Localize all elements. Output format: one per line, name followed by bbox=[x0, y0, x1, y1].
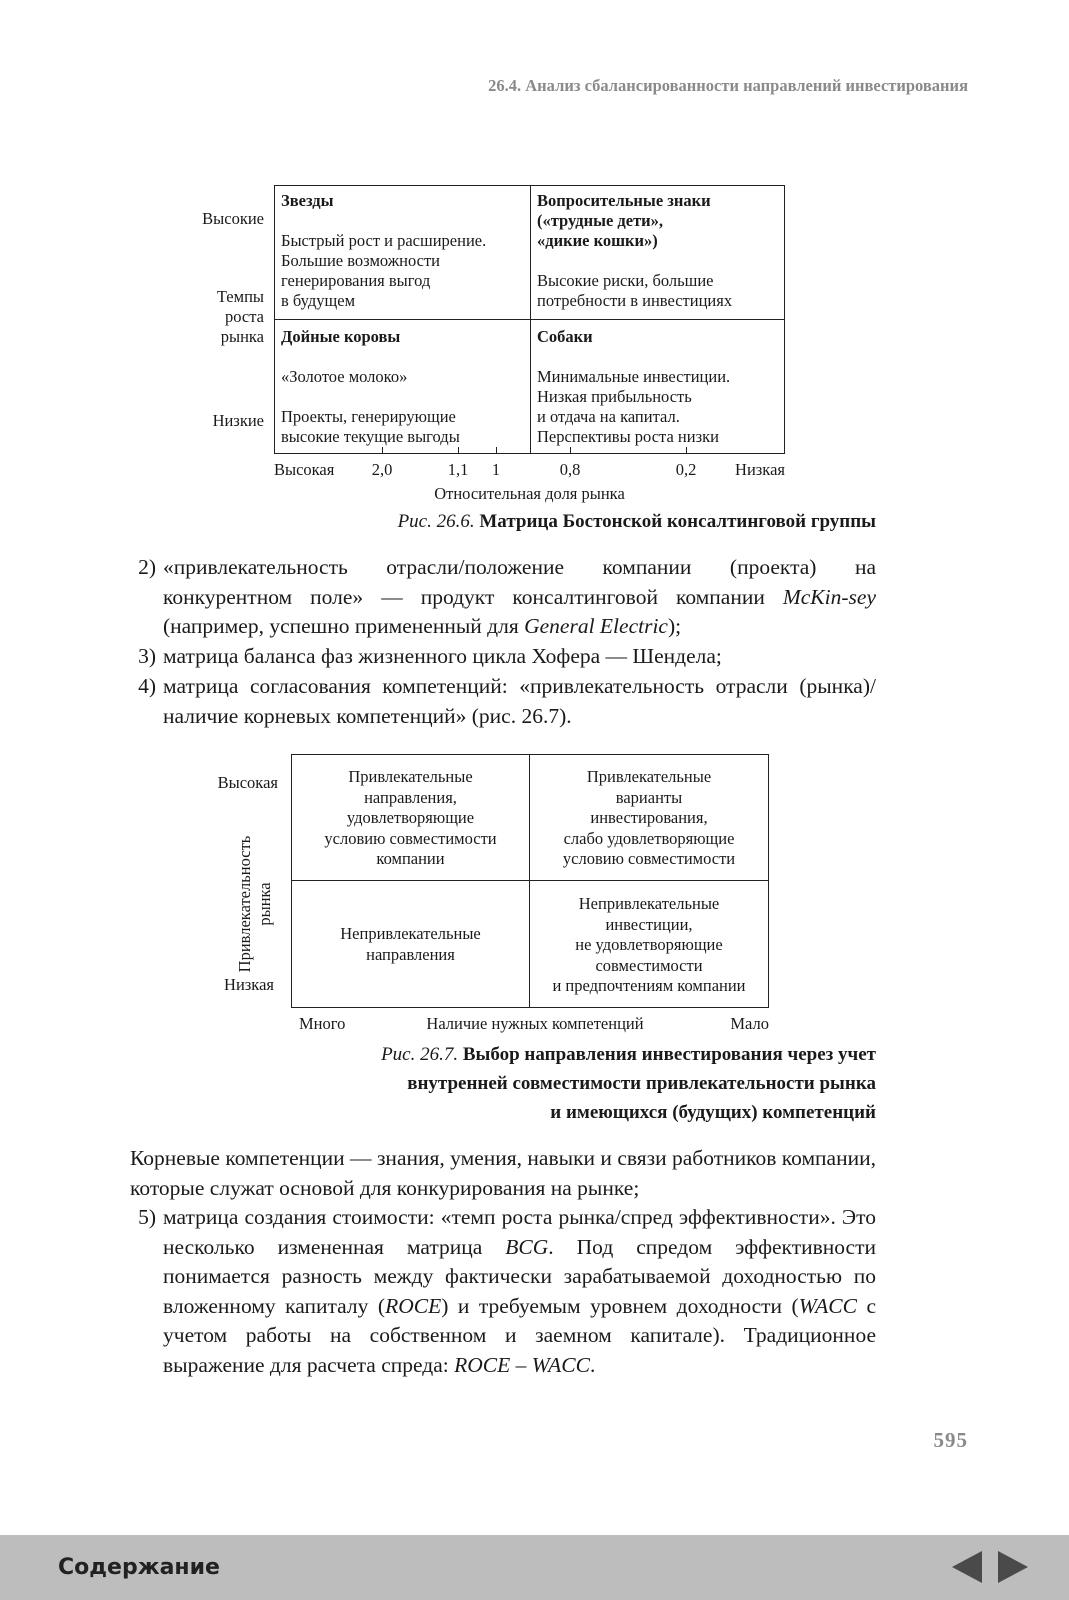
bcg-dogs-line: Перспективы роста низки bbox=[537, 427, 719, 446]
cm-tr-line: слабо удовлетворяющие bbox=[563, 828, 735, 848]
cm-br-line: Непривлекательные bbox=[578, 894, 720, 913]
cm-bl-line: Непривлекательные bbox=[340, 924, 481, 943]
bcg-quadrant-dogs bbox=[537, 327, 782, 447]
footer-nav-bar bbox=[0, 1535, 1069, 1600]
cm-tr-line: варианты bbox=[615, 787, 683, 807]
page-number: 595 bbox=[933, 1428, 968, 1452]
bcg-quadrant-question-marks bbox=[537, 191, 782, 311]
bcg-quadrant-stars bbox=[281, 191, 526, 311]
list-item-number: 2) bbox=[138, 555, 156, 579]
bcg-x-tick bbox=[686, 447, 687, 454]
bcg-divider-horizontal bbox=[275, 319, 784, 320]
list-item-5-text-d: с учетом работы на собственном и заемном капитале). Традиционное выражение для расчета спреда: bbox=[163, 1293, 876, 1377]
cm-br-line: и предпочтениям компании bbox=[552, 976, 746, 995]
bcg-y-title-line-1: Темпы bbox=[216, 287, 264, 306]
cm-divider-horizontal bbox=[292, 880, 768, 881]
cm-y-title-line-1: Привлекательность bbox=[235, 835, 254, 973]
bcg-dogs-line: Низкая прибыльность bbox=[537, 387, 692, 406]
list-item-number: 5) bbox=[138, 1205, 156, 1229]
bcg-stars-line: в будущем bbox=[281, 291, 356, 310]
cm-tl-line: условию совместимости bbox=[324, 828, 497, 848]
paragraph-core-competencies: Корневые компетенции — знания, умения, навыки и связи работников компании, которые служат основой для конкурирования на рынке; bbox=[130, 1146, 876, 1200]
list-item-5 bbox=[130, 1203, 876, 1413]
list-item-5-wacc: WACC bbox=[798, 1293, 857, 1318]
bcg-x-tick bbox=[570, 447, 571, 454]
list-item-5-text-c: ) и требуемым уровнем доходности ( bbox=[441, 1293, 799, 1318]
cm-y-high-label: Высокая bbox=[217, 773, 278, 792]
list-item-number: 4) bbox=[138, 674, 156, 698]
bcg-x-tick-label: 0,2 bbox=[675, 460, 697, 479]
cm-quadrant-bottom-right bbox=[530, 894, 768, 997]
list-item-text bbox=[163, 1203, 876, 1380]
list-item-5-bcg: BCG bbox=[505, 1234, 549, 1259]
bcg-stars-line: генерирования выгод bbox=[281, 271, 431, 290]
list-item-text bbox=[163, 553, 876, 642]
list-item-text: матрица согласования компетенций: «привлекательность отрасли (рынка)/наличие корневых компетенций» (рис. 26.7). bbox=[163, 674, 876, 728]
list-item-5-formula: ROCE – WACC bbox=[454, 1352, 590, 1377]
list-item-2 bbox=[130, 553, 876, 643]
cm-matrix-grid bbox=[291, 754, 769, 1008]
bcg-quadrant-cash-cows bbox=[281, 327, 526, 447]
cm-tl-line: Привлекательные bbox=[348, 767, 473, 786]
cm-caption-title-line: внутренней совместимости привлекательности рынка bbox=[407, 1073, 876, 1094]
list-item-5-roce: ROCE bbox=[385, 1293, 442, 1318]
bcg-question-title-line: Вопросительные знаки bbox=[537, 191, 711, 210]
list-item-2-text-a: «привлекательность отрасли/положение компании (проекта) на конкурентном поле» — продукт консалтинговой компании bbox=[163, 555, 876, 609]
bcg-x-tick bbox=[496, 447, 497, 454]
bcg-stars-line: Быстрый рост и расширение. bbox=[281, 231, 487, 250]
cm-tl-line: удовлетворяющие bbox=[346, 808, 475, 827]
list-item-text: матрица баланса фаз жизненного цикла Хофера — Шендела; bbox=[163, 644, 722, 668]
bcg-dogs-title: Собаки bbox=[537, 327, 593, 346]
bcg-question-title-line: «дикие кошки») bbox=[537, 231, 658, 250]
cm-y-low-label: Низкая bbox=[224, 975, 274, 994]
bcg-stars-title: Звезды bbox=[281, 191, 334, 210]
bcg-question-title-line: («трудные дети», bbox=[537, 211, 664, 230]
bcg-dogs-line: Минимальные инвестиции. bbox=[537, 367, 731, 386]
cm-y-axis-title bbox=[235, 804, 275, 1004]
previous-page-icon[interactable] bbox=[952, 1551, 982, 1583]
cm-tr-line: инвестирования, bbox=[590, 808, 708, 827]
bcg-cows-title: Дойные коровы bbox=[281, 327, 401, 346]
cm-quadrant-top-left bbox=[292, 767, 529, 870]
bcg-x-tick-label: 2,0 bbox=[371, 460, 393, 479]
cm-br-line: не удовлетворяющие bbox=[575, 935, 723, 954]
contents-link[interactable]: Содержание bbox=[58, 1555, 220, 1580]
bcg-dogs-line: и отдача на капитал. bbox=[537, 407, 680, 426]
bcg-y-title-line-3: рынка bbox=[220, 327, 264, 346]
list-item-number: 3) bbox=[138, 644, 156, 668]
cm-bl-line: направления bbox=[366, 944, 455, 964]
bcg-x-tick-label: 1 bbox=[491, 460, 501, 479]
bcg-cows-subtitle: «Золотое молоко» bbox=[281, 367, 408, 386]
cm-caption-title-line: Выбор направления инвестирования через учет bbox=[462, 1044, 876, 1065]
bcg-caption-title: Матрица Бостонской консалтинговой группы bbox=[479, 511, 876, 532]
cm-br-line: совместимости bbox=[595, 955, 703, 975]
list-item-4 bbox=[130, 672, 876, 732]
bcg-question-line: потребности в инвестициях bbox=[537, 291, 733, 310]
bcg-x-axis-title: Относительная доля рынка bbox=[434, 484, 625, 503]
bcg-y-title-line-2: роста bbox=[225, 307, 264, 326]
bcg-question-line: Высокие риски, большие bbox=[537, 271, 714, 290]
list-item-3 bbox=[130, 642, 876, 672]
next-page-icon[interactable] bbox=[998, 1551, 1028, 1583]
bcg-x-tick-label: 0,8 bbox=[559, 460, 581, 479]
list-item-5-text-b: . Под спредом эффективности понимается разность между фактически зарабатываемой доходностью по вложенному капиталу ( bbox=[163, 1234, 877, 1318]
list-item-2-text-b: (например, успешно примененный для bbox=[163, 614, 525, 638]
bcg-x-tick-label: 1,1 bbox=[447, 460, 469, 479]
cm-quadrant-bottom-left bbox=[292, 924, 529, 965]
cm-tl-line: компании bbox=[376, 849, 445, 868]
bcg-y-high-label: Высокие bbox=[202, 209, 264, 228]
cm-quadrant-top-right bbox=[530, 767, 768, 870]
list-item-2-mckinsey: McKin-sey bbox=[782, 584, 876, 609]
bcg-figure-caption bbox=[200, 507, 876, 536]
bcg-cows-line: высокие текущие выгоды bbox=[281, 427, 460, 446]
bcg-caption-number: Рис. 26.6. bbox=[397, 511, 475, 532]
cm-x-left-label: Много bbox=[299, 1014, 346, 1033]
bcg-y-low-label: Низкие bbox=[212, 411, 264, 430]
cm-y-title-line-2: рынка bbox=[255, 882, 274, 926]
cm-tr-line: Привлекательные bbox=[586, 767, 712, 786]
cm-caption-number: Рис. 26.7. bbox=[381, 1044, 459, 1065]
cm-figure-caption bbox=[200, 1040, 876, 1127]
cm-tr-line: условию совместимости bbox=[562, 849, 736, 868]
bcg-x-tick bbox=[458, 447, 459, 454]
bcg-x-tick bbox=[382, 447, 383, 454]
list-item-5-text-e: . bbox=[589, 1352, 596, 1377]
cm-x-right-label: Мало bbox=[730, 1014, 769, 1033]
list-item-2-text-c: ); bbox=[667, 614, 682, 638]
bcg-cows-line: Проекты, генерирующие bbox=[281, 407, 456, 426]
bcg-x-left-label: Высокая bbox=[274, 460, 335, 479]
list-item-2-general-electric: General Electric bbox=[524, 614, 668, 638]
cm-br-line: инвестиции, bbox=[605, 914, 693, 934]
bcg-x-right-label: Низкая bbox=[735, 460, 785, 479]
cm-x-axis-title: Наличие нужных компетенций bbox=[426, 1014, 644, 1033]
running-header: 26.4. Анализ сбалансированности направлений инвестирования bbox=[488, 76, 968, 95]
list-item-5-text-a: матрица создания стоимости: «темп роста рынка/спред эффективности». Это несколько измененная матрица bbox=[163, 1205, 876, 1259]
cm-caption-title-line: и имеющихся (будущих) компетенций bbox=[550, 1102, 876, 1123]
bcg-stars-line: Большие возможности bbox=[281, 251, 440, 270]
cm-tl-line: направления, bbox=[364, 787, 457, 807]
bcg-matrix-grid bbox=[274, 185, 785, 454]
